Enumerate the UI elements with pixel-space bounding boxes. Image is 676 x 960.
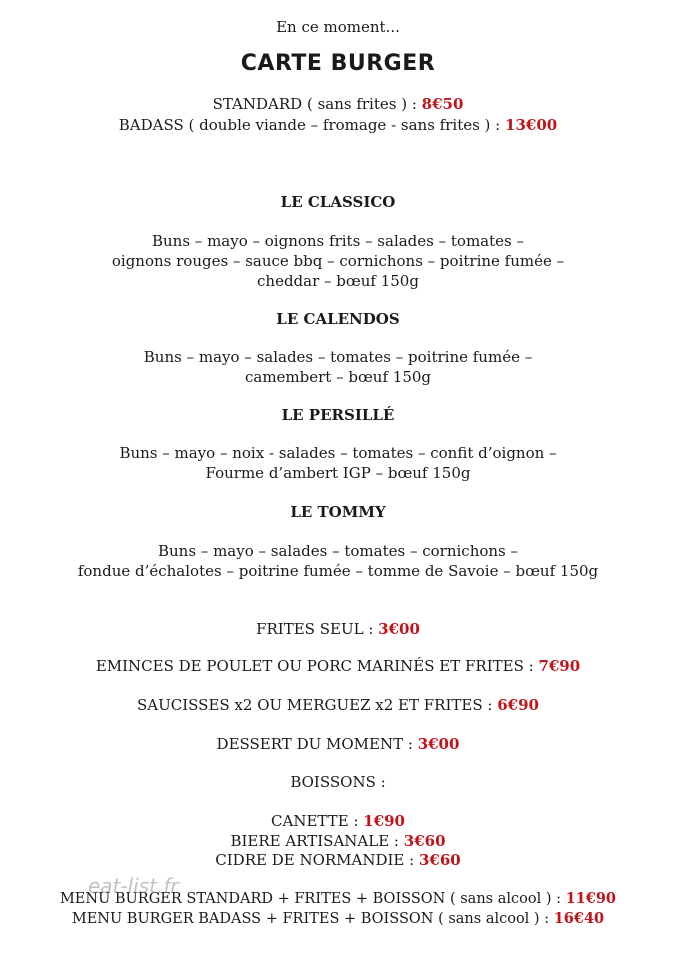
- burger-ingredients: camembert – bœuf 150g: [244, 368, 432, 386]
- burger-ingredients: Buns – mayo – salades – tomates – cornichons –: [157, 542, 519, 560]
- burger-name: LE CLASSICO: [280, 193, 396, 211]
- price-value: 16€40: [553, 910, 605, 927]
- burger-name: LE CALENDOS: [276, 310, 400, 328]
- menu-title: CARTE BURGER: [240, 51, 436, 76]
- drinks-heading: BOISSONS :: [290, 773, 386, 791]
- price-line-menu: [0, 910, 676, 927]
- burger-name: LE PERSILLÉ: [281, 406, 395, 424]
- price-label: SAUCISSES x2 OU MERGUEZ x2 ET FRITES :: [137, 696, 498, 714]
- price-line-drink: [0, 851, 676, 869]
- price-line-extra: [0, 657, 676, 675]
- burger-ingredients: Buns – mayo – oignons frits – salades – tomates –: [151, 232, 524, 250]
- burger-ingredients: fondue d’échalotes – poitrine fumée – tomme de Savoie – bœuf 150g: [77, 562, 599, 580]
- price-value: 3€60: [403, 832, 446, 850]
- price-label: DESSERT DU MOMENT :: [216, 735, 418, 753]
- burger-ingredients: Buns – mayo – salades – tomates – poitrine fumée –: [143, 348, 533, 366]
- burger-ingredients: cheddar – bœuf 150g: [257, 272, 419, 290]
- price-line-extra: [0, 620, 676, 638]
- price-label: MENU BURGER STANDARD + FRITES + BOISSON ( sans alcool ) :: [59, 891, 566, 907]
- price-line-drink: [0, 812, 676, 830]
- price-value: 3€00: [417, 735, 460, 753]
- price-label: FRITES SEUL :: [256, 620, 379, 638]
- price-value: 11€90: [565, 890, 617, 907]
- burger-ingredients: Fourme d’ambert IGP – bœuf 150g: [205, 464, 471, 482]
- price-line-extra: [0, 735, 676, 753]
- burger-ingredients: oignons rouges – sauce bbq – cornichons – poitrine fumée –: [111, 252, 565, 270]
- price-value: 6€90: [497, 696, 539, 714]
- burger-ingredients: Buns – mayo – noix - salades – tomates – confit d’oignon –: [119, 444, 557, 462]
- menu-subtitle: En ce moment...: [276, 18, 400, 36]
- price-label: MENU BURGER BADASS + FRITES + BOISSON ( sans alcool ) :: [71, 911, 554, 927]
- price-label: CANETTE :: [271, 812, 364, 830]
- price-label: EMINCES DE POULET OU PORC MARINÉS ET FRITES :: [95, 657, 539, 675]
- price-value: 7€90: [538, 657, 581, 675]
- price-line-drink: [0, 832, 676, 850]
- price-line-extra: [0, 696, 676, 714]
- price-value: 8€50: [421, 95, 464, 113]
- price-label: CIDRE DE NORMANDIE :: [215, 851, 419, 869]
- price-value: 13€00: [505, 116, 558, 134]
- price-value: 3€00: [378, 620, 420, 638]
- price-label: STANDARD ( sans frites ) :: [212, 95, 422, 113]
- price-value: 1€90: [363, 812, 405, 830]
- watermark-text: eat-list.fr: [88, 874, 179, 898]
- price-label: BADASS ( double viande – fromage - sans frites ) :: [118, 116, 506, 134]
- price-label: BIERE ARTISANALE :: [230, 832, 404, 850]
- burger-name: LE TOMMY: [290, 503, 386, 521]
- price-value: 3€60: [418, 851, 461, 869]
- price-line-standard: [0, 95, 676, 113]
- price-line-badass: [0, 116, 676, 134]
